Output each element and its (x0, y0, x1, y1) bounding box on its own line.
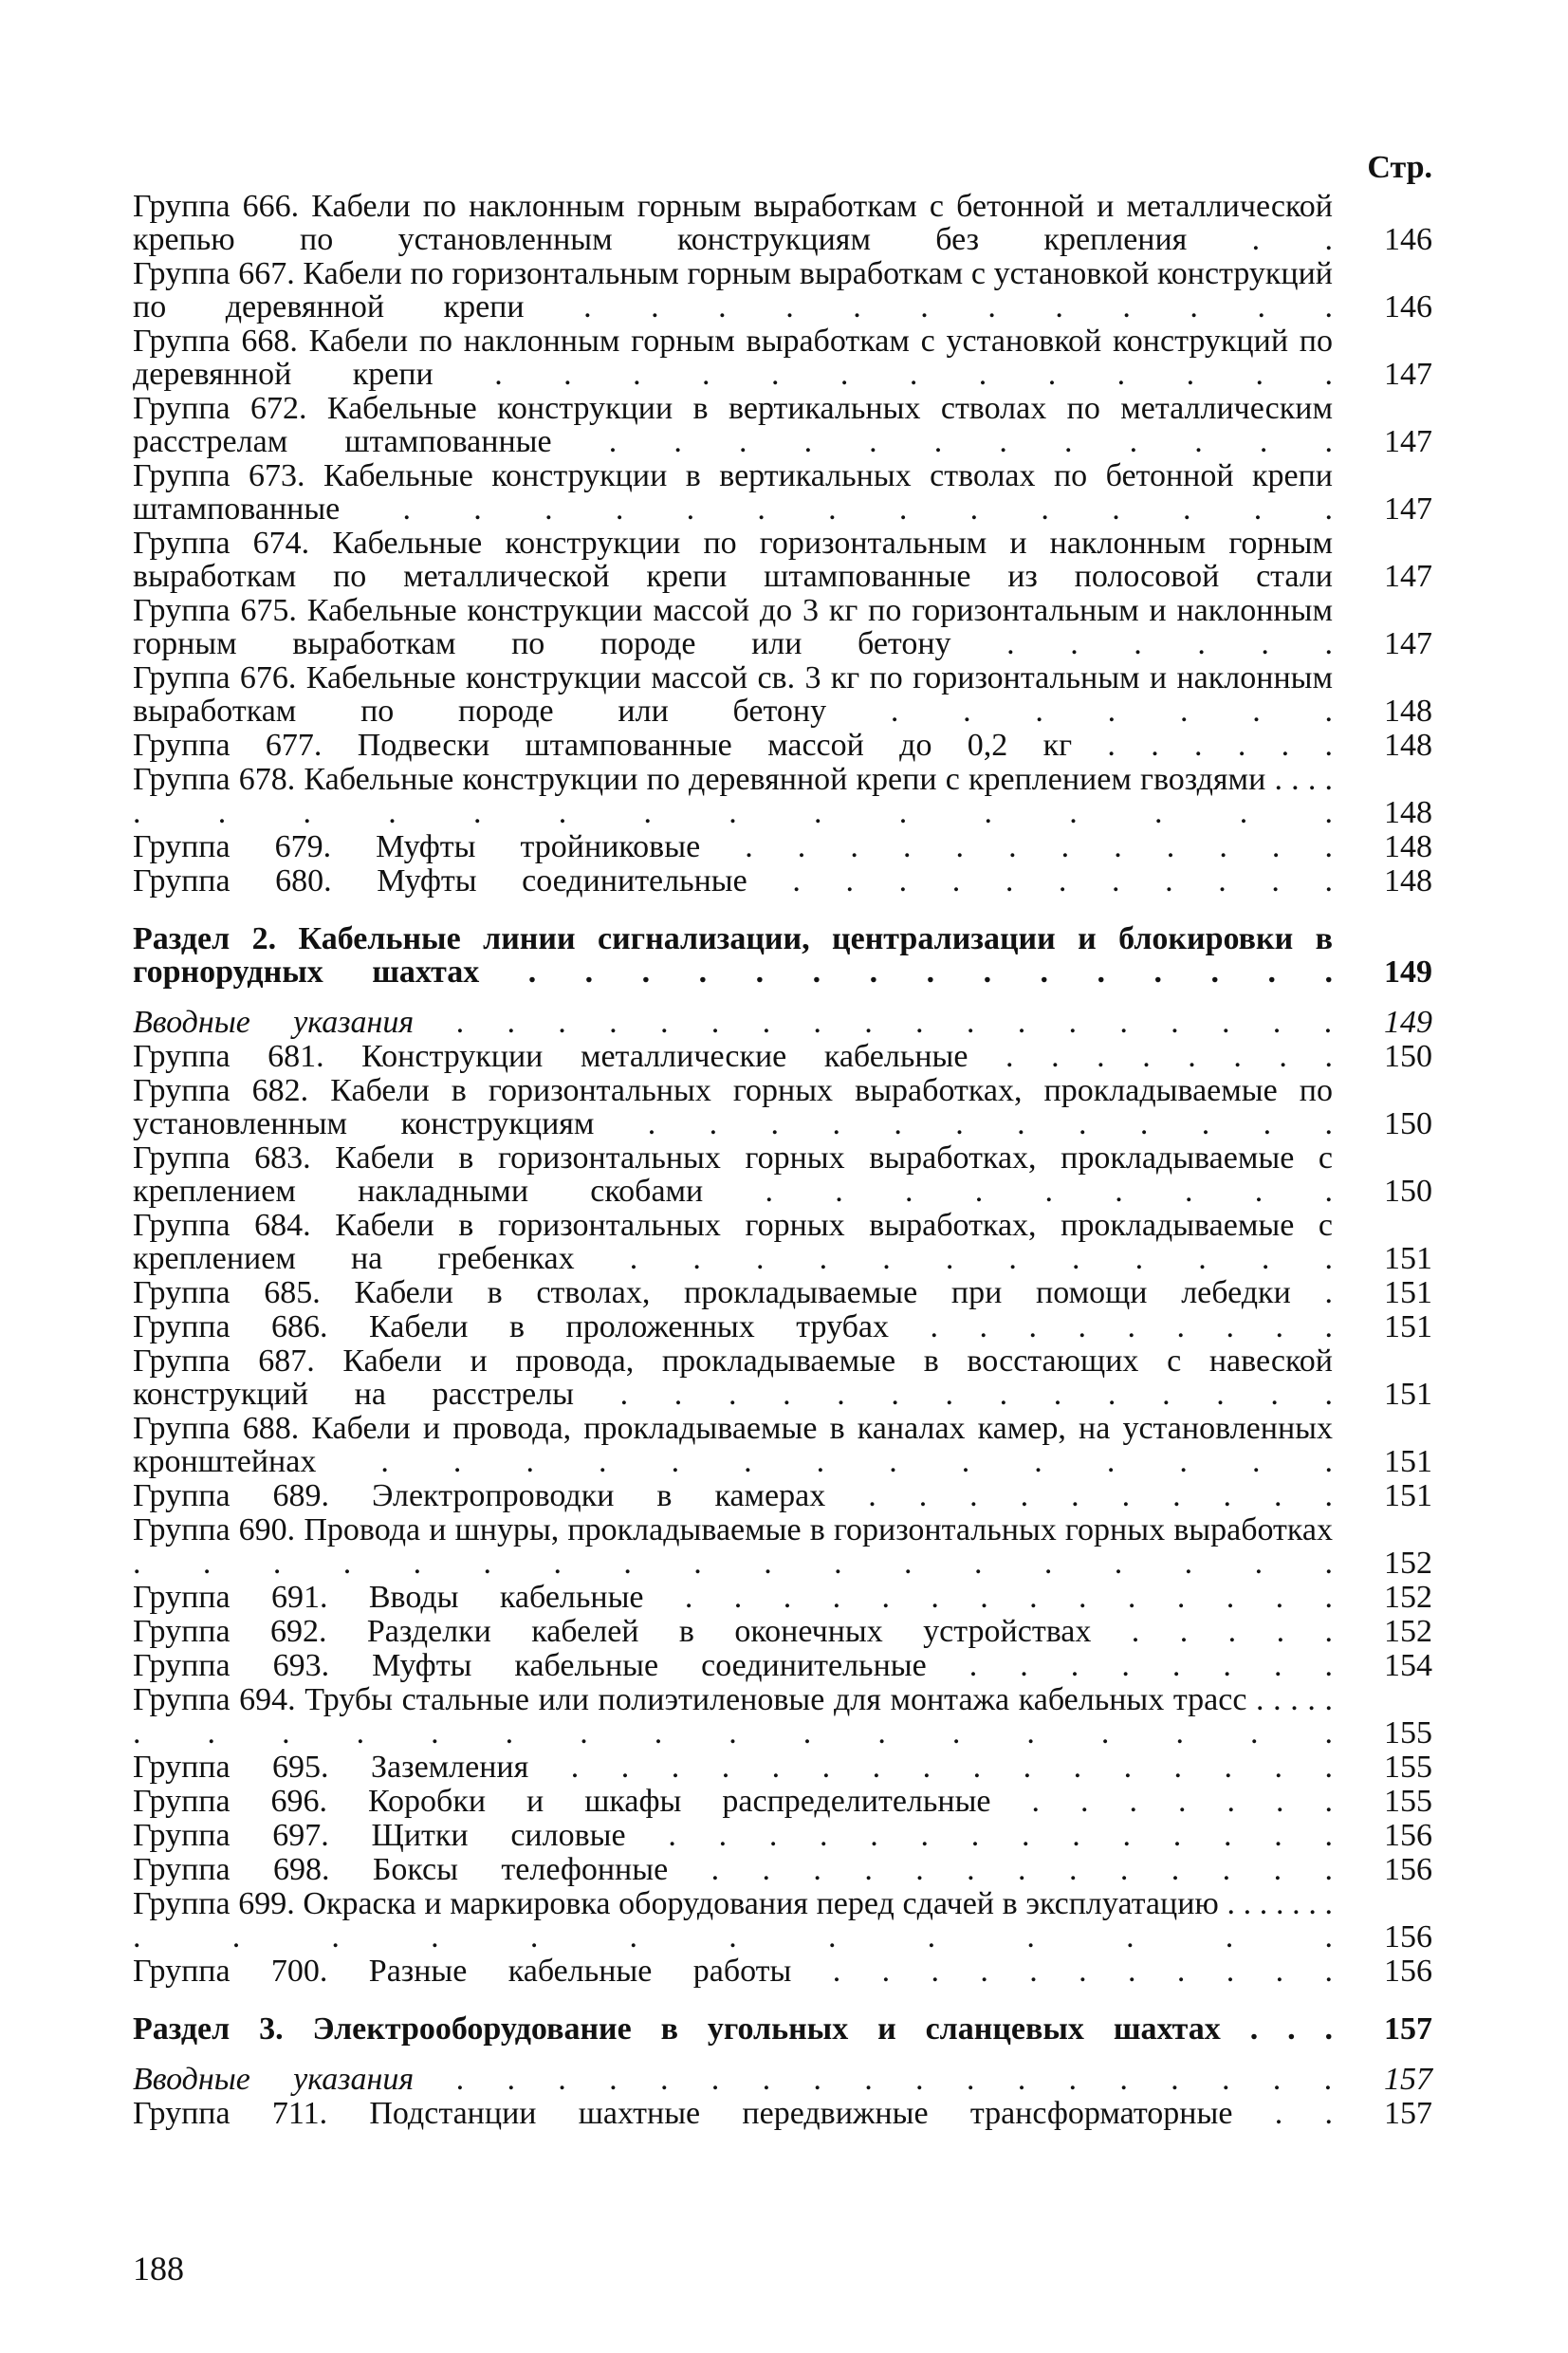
toc-entry-page: 156 (1384, 1954, 1432, 1989)
toc-entry-text: Группа 677. Подвески штампованные массой до 0,2 кг . . . . . . (133, 728, 1333, 763)
table-of-contents (133, 190, 1432, 2131)
toc-section-entry (133, 2012, 1432, 2046)
toc-entry (133, 1785, 1432, 1818)
toc-entry-text: Группа 686. Кабели в проложенных трубах . . . . . . . . . (133, 1309, 1333, 1344)
page-column-header: Стр. (1367, 150, 1432, 185)
toc-entry-text: Группа 687. Кабели и провода, прокладываемые в восстающих с навеской конструкций на расстрелы . . . . . . . . . . . . . . (133, 1343, 1333, 1412)
toc-entry (133, 661, 1432, 728)
toc-entry (133, 324, 1432, 391)
toc-entry (133, 1412, 1432, 1478)
toc-entry-text: Группа 690. Провода и шнуры, прокладываемые в горизонтальных горных выработках . . . . . . . . . . . . . . . . . . (133, 1512, 1333, 1581)
toc-entry-page: 148 (1384, 795, 1432, 830)
toc-entry-page: 152 (1384, 1546, 1432, 1581)
toc-entry-page: 149 (1384, 1005, 1432, 1040)
toc-entry-text: Группа 678. Кабельные конструкции по деревянной крепи с креплением гвоздями . . . . . . . . . . . . . . . . . . . (133, 762, 1333, 830)
toc-entry (133, 190, 1432, 256)
toc-entry (133, 257, 1432, 324)
toc-entry-page: 151 (1384, 1309, 1432, 1344)
toc-entry-text: Группа 698. Боксы телефонные . . . . . . . . . . . . . (133, 1852, 1333, 1887)
toc-entry-text: Группа 672. Кабельные конструкции в вертикальных стволах по металлическим расстрелам штампованные . . . . . . . . . . . . (133, 391, 1333, 459)
toc-entry (133, 1887, 1432, 1954)
toc-entry-text: Группа 668. Кабели по наклонным горным выработкам с установкой конструкций по деревянной крепи . . . . . . . . . . . . . (133, 324, 1333, 392)
toc-entry (133, 392, 1432, 458)
toc-entry-page: 152 (1384, 1580, 1432, 1615)
toc-entry-page: 151 (1384, 1377, 1432, 1412)
toc-entry-text: Группа 685. Кабели в стволах, прокладываемые при помощи лебедки . (133, 1275, 1333, 1310)
toc-entry (133, 1751, 1432, 1784)
toc-entry-text: Группа 691. Вводы кабельные . . . . . . . . . . . . . . (133, 1580, 1333, 1615)
toc-entry-text: Группа 696. Коробки и шкафы распределительные . . . . . . . (133, 1784, 1333, 1819)
toc-entry-page: 155 (1384, 1750, 1432, 1785)
toc-entry-text: Раздел 2. Кабельные линии сигнализации, централизации и блокировки в горнорудных шахтах . . . . . . . . . . . . . . . (133, 921, 1333, 990)
toc-entry-page: 155 (1384, 1784, 1432, 1819)
toc-entry-page: 149 (1384, 954, 1432, 990)
toc-entry (133, 1209, 1432, 1275)
toc-entry-text: Группа 666. Кабели по наклонным горным выработкам с бетонной и металлической крепью по установленным конструкциям без крепления . . (133, 189, 1333, 257)
toc-entry (133, 1853, 1432, 1886)
toc-entry-text: Раздел 3. Электрооборудование в угольных и сланцевых шахтах . . . (133, 2011, 1333, 2047)
toc-entry (133, 1683, 1432, 1750)
toc-entry (133, 594, 1432, 660)
toc-entry-page: 150 (1384, 1106, 1432, 1141)
toc-entry (133, 1074, 1432, 1140)
toc-entry-page: 147 (1384, 626, 1432, 661)
toc-entry (133, 864, 1432, 898)
toc-entry-text: Группа 688. Кабели и провода, прокладываемые в каналах камер, на установленных кронштейнах . . . . . . . . . . . . . . (133, 1411, 1333, 1479)
toc-entry-text: Группа 695. Заземления . . . . . . . . . . . . . . . . (133, 1750, 1333, 1785)
toc-entry-page: 151 (1384, 1275, 1432, 1310)
toc-entry-text: Группа 693. Муфты кабельные соединительные . . . . . . . . (133, 1648, 1333, 1683)
toc-entry (133, 729, 1432, 762)
toc-entry-page: 154 (1384, 1648, 1432, 1683)
toc-entry-page: 146 (1384, 289, 1432, 324)
toc-entry (133, 763, 1432, 829)
toc-entry-page: 152 (1384, 1614, 1432, 1649)
toc-entry (133, 1310, 1432, 1343)
toc-entry-text: Группа 689. Электропроводки в камерах . . . . . . . . . . (133, 1478, 1333, 1513)
toc-entry-text: Вводные указания . . . . . . . . . . . . . . . . . . (133, 2062, 1333, 2097)
toc-entry-page: 156 (1384, 1818, 1432, 1853)
toc-entry-text: Группа 680. Муфты соединительные . . . . . . . . . . . (133, 863, 1333, 899)
toc-entry-page: 157 (1384, 2096, 1432, 2131)
toc-entry-page: 147 (1384, 491, 1432, 527)
toc-entry (133, 1141, 1432, 1208)
toc-intro-entry (133, 1006, 1432, 1039)
page-number: 188 (133, 2250, 184, 2288)
toc-entry (133, 1649, 1432, 1682)
toc-entry (133, 2097, 1432, 2130)
toc-intro-entry (133, 2063, 1432, 2096)
toc-entry-text: Группа 674. Кабельные конструкции по горизонтальным и наклонным горным выработкам по металлической крепи штампованные из полосовой стали (133, 526, 1333, 594)
toc-entry-page: 147 (1384, 559, 1432, 594)
toc-entry-page: 150 (1384, 1039, 1432, 1074)
toc-entry-page: 157 (1384, 2062, 1432, 2097)
toc-entry-page: 151 (1384, 1241, 1432, 1276)
toc-entry (133, 527, 1432, 593)
toc-entry-page: 156 (1384, 1852, 1432, 1887)
toc-entry-page: 157 (1384, 2011, 1432, 2047)
toc-entry-text: Группа 667. Кабели по горизонтальным горным выработкам с установкой конструкций по деревянной крепи . . . . . . . . . . . . (133, 256, 1333, 324)
toc-entry (133, 1955, 1432, 1988)
toc-entry-text: Вводные указания . . . . . . . . . . . . . . . . . . (133, 1005, 1333, 1040)
toc-entry (133, 1040, 1432, 1073)
toc-entry-page: 148 (1384, 694, 1432, 729)
toc-entry-text: Группа 684. Кабели в горизонтальных горных выработках, прокладываемые с креплением на гребенках . . . . . . . . . . . . (133, 1208, 1333, 1276)
toc-entry-page: 151 (1384, 1444, 1432, 1479)
toc-entry (133, 1819, 1432, 1852)
toc-entry (133, 830, 1432, 863)
toc-entry-text: Группа 681. Конструкции металлические кабельные . . . . . . . . (133, 1039, 1333, 1074)
toc-entry-page: 147 (1384, 357, 1432, 392)
toc-entry (133, 1615, 1432, 1648)
toc-entry (133, 1581, 1432, 1614)
toc-entry (133, 459, 1432, 526)
toc-entry-text: Группа 692. Разделки кабелей в оконечных устройствах . . . . . (133, 1614, 1333, 1649)
toc-entry-text: Группа 697. Щитки силовые . . . . . . . . . . . . . . (133, 1818, 1333, 1853)
toc-entry-text: Группа 711. Подстанции шахтные передвижные трансформаторные . . (133, 2096, 1333, 2131)
toc-entry (133, 1513, 1432, 1580)
toc-entry-page: 148 (1384, 728, 1432, 763)
toc-entry-page: 150 (1384, 1174, 1432, 1209)
toc-entry-page: 148 (1384, 863, 1432, 899)
toc-entry-page: 151 (1384, 1478, 1432, 1513)
toc-entry-text: Группа 676. Кабельные конструкции массой св. 3 кг по горизонтальным и наклонным выработкам по породе или бетону . . . . . . . (133, 660, 1333, 729)
toc-section-entry (133, 922, 1432, 989)
toc-entry-page: 146 (1384, 222, 1432, 257)
toc-entry-text: Группа 683. Кабели в горизонтальных горных выработках, прокладываемые с креплением накладными скобами . . . . . . . . . (133, 1140, 1333, 1209)
toc-entry-page: 148 (1384, 829, 1432, 864)
toc-entry-page: 156 (1384, 1919, 1432, 1955)
toc-entry-text: Группа 673. Кабельные конструкции в вертикальных стволах по бетонной крепи штампованные . . . . . . . . . . . . . . (133, 458, 1333, 527)
toc-entry-text: Группа 675. Кабельные конструкции массой до 3 кг по горизонтальным и наклонным горным выработкам по породе или бетону . . . . . . (133, 593, 1333, 661)
toc-entry-page: 155 (1384, 1715, 1432, 1751)
toc-entry (133, 1276, 1432, 1309)
toc-entry (133, 1479, 1432, 1512)
toc-entry (133, 1344, 1432, 1411)
toc-entry-text: Группа 700. Разные кабельные работы . . . . . . . . . . . (133, 1954, 1333, 1989)
toc-entry-text: Группа 679. Муфты тройниковые . . . . . . . . . . . . (133, 829, 1333, 864)
toc-entry-text: Группа 682. Кабели в горизонтальных горных выработках, прокладываемые по установленным конструкциям . . . . . . . . . . . . (133, 1073, 1333, 1141)
toc-entry-page: 147 (1384, 424, 1432, 459)
toc-entry-text: Группа 694. Трубы стальные или полиэтиленовые для монтажа кабельных трасс . . . . . . . . . . . . . . . . . . . . . . (133, 1682, 1333, 1751)
toc-entry-text: Группа 699. Окраска и маркировка оборудования перед сдачей в эксплуатацию . . . . . . . . . . . . . . . . . . . . (133, 1886, 1333, 1955)
